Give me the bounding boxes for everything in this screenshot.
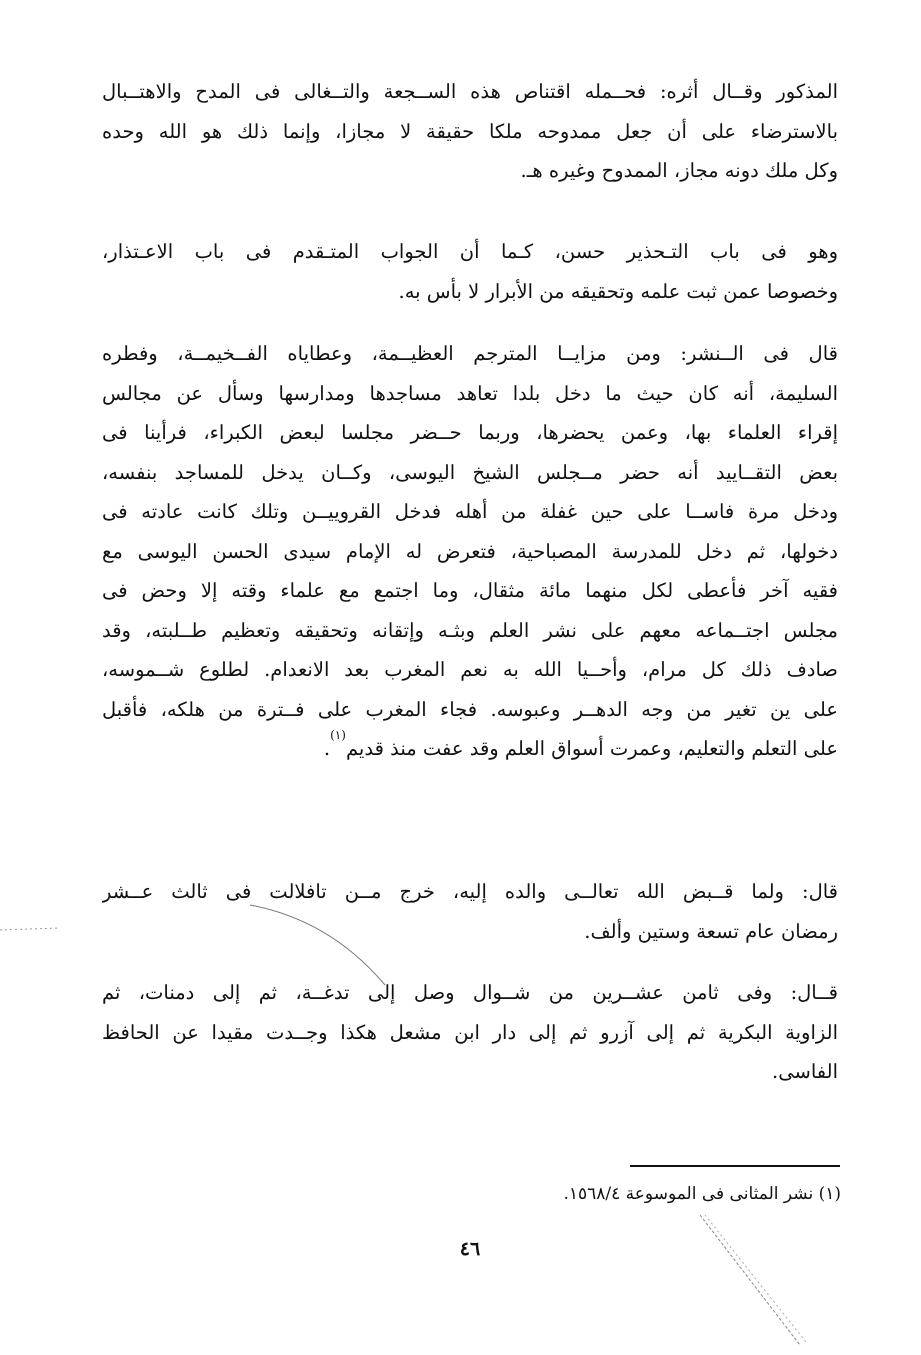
- text-line: المذكور وقــال أثره: فحــمله اقتناص هذه الســجعة والتــغالى فى المدح والاهتــبال: [102, 80, 838, 103]
- text-line: قال: ولما قــبض الله تعالــى والده إليه، خرج مــن تافلالت فى ثالث عــشر: [102, 880, 838, 903]
- text-line: رمضان عام تسعة وستين وألف.: [584, 919, 838, 943]
- text-line-body: على التعلم والتعليم، وعمرت أسواق العلم وقد عفت منذ قديم: [345, 737, 838, 760]
- text-line: الزاوية البكرية ثم إلى آزرو ثم إلى دار ابن مشعل هكذا وجــدت مقيدا عن الحافظ: [102, 1020, 838, 1044]
- text-line: وخصوصا عمن ثبت علمه وتحقيقه من الأبرار لا بأس به.: [398, 279, 838, 303]
- paragraph-3: [102, 334, 838, 769]
- text-line: [102, 729, 838, 769]
- text-line: بعض التقــاييد أنه حضر مــجلس الشيخ اليوسى، وكــان يدخل للمساجد بنفسه،: [102, 460, 838, 484]
- paragraph-4: [102, 872, 838, 951]
- page-number: ٤٦: [459, 1238, 481, 1260]
- text-line: إقراء العلماء بها، وعمن يحضرها، وربما حــضر مجلسا لبعض الكبراء، فرأينا فى: [102, 421, 838, 444]
- text-line: دخولها، ثم دخل للمدرسة المصباحية، فتعرض له الإمام سيدى الحسن اليوسى مع: [102, 539, 838, 563]
- paragraph-2: [102, 232, 838, 311]
- text-line: على ين تغير من وجه الدهــر وعبوسه. فجاء المغرب على فــترة من هلكه، فأقبل: [102, 697, 838, 721]
- text-line: صادف ذلك كل مرام، وأحــيا الله به نعم المغرب بعد الانعدام. لطلوع شــموسه،: [102, 658, 838, 681]
- footnote-divider: [630, 1165, 840, 1167]
- sentence-end: .: [323, 737, 331, 760]
- text-line: قــال: وفى ثامن عشــرين من شــوال وصل إلى تدغــة، ثم إلى دمنات، ثم: [102, 981, 838, 1004]
- text-line: الفاسى.: [772, 1060, 838, 1083]
- text-line: السليمة، أنه كان حيث ما دخل بلدا تعاهد مساجدها ومدارسها وسأل عن مجالس: [102, 381, 838, 405]
- paragraph-1: [102, 72, 838, 191]
- footnote: (١) نشر المثانى فى الموسوعة ١٥٦٨/٤.: [563, 1184, 841, 1204]
- text-line: وكل ملك دونه مجاز، الممدوح وغيره هـ.: [520, 159, 838, 182]
- text-line: ودخل مرة فاســا على حين غفلة من أهله فدخل القروييــن وتلك كانت عادته فى: [102, 500, 838, 523]
- text-line: وهو فى باب التـحذير حسن، كـما أن الجواب المتـقدم فى باب الاعـتذار،: [102, 240, 838, 263]
- text-line: قال فى الــنشر: ومن مزايــا المترجم العظيــمة، وعطاياه الفــخيمــة، وفطره: [102, 342, 838, 365]
- paragraph-5: [102, 973, 838, 1092]
- footnote-reference[interactable]: (١): [330, 729, 346, 742]
- text-line: فقيه آخر فأعطى لكل منهما مائة مثقال، وما اجتمع مع علماء وقته إلا وحض فى: [102, 579, 838, 602]
- text-line: بالاسترضاء على أن جعل ممدوحه ملكا حقيقة لا مجازا، وإنما ذلك هو الله وحده: [102, 119, 838, 143]
- text-line: مجلس اجتــماعه معهم على نشر العلم وبثـه وإتقانه وتحقيقه وتعظيم طــلبته، وقد: [102, 618, 838, 642]
